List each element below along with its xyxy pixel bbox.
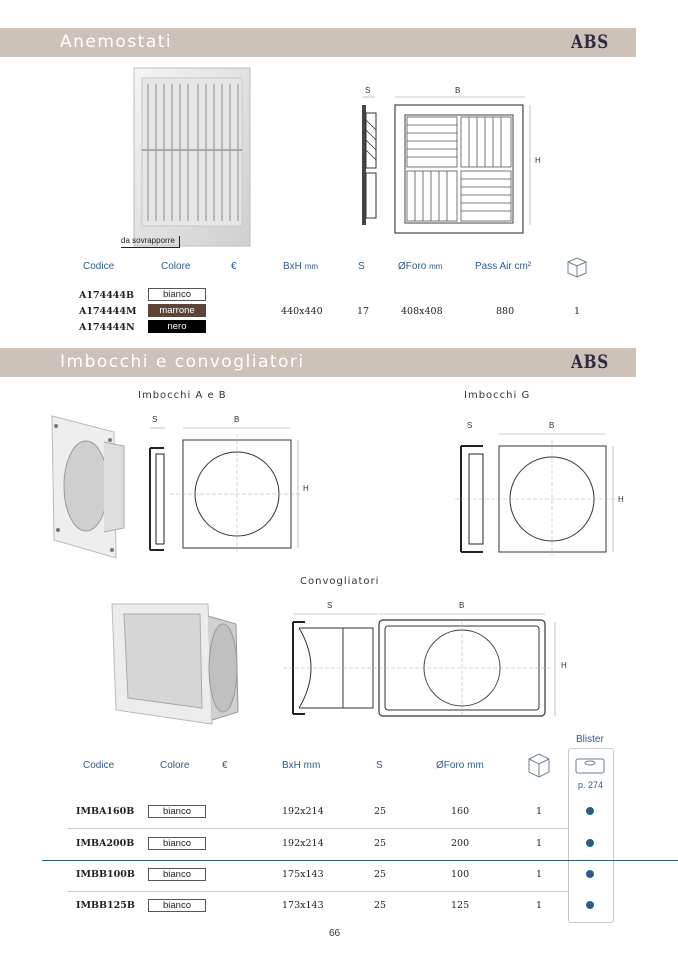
grille-technical-drawing [345, 85, 545, 235]
header-foro: ØForo mm [436, 760, 484, 771]
value-qty: 1 [536, 900, 543, 911]
blister-dot [586, 839, 594, 847]
header-euro: € [231, 261, 237, 272]
product-code: A174444B [79, 290, 135, 301]
header-bxh-unit: mm [304, 262, 319, 271]
value-bxh: 173x143 [282, 900, 324, 911]
grille-photo [118, 66, 253, 251]
color-swatch-marrone: marrone [148, 304, 206, 317]
header-s: S [358, 261, 365, 272]
header-euro: € [222, 760, 228, 771]
row-divider [68, 828, 568, 829]
brand-logo: ABS [571, 31, 610, 53]
header-foro-label: ØForo [398, 261, 427, 272]
drawing-label-b: B [459, 601, 465, 610]
blister-dot [586, 870, 594, 878]
header-bxh-label: BxH [283, 261, 302, 272]
section-title: Imbocchi e convogliatori [60, 352, 305, 372]
header-blister: Blister [576, 734, 604, 745]
value-s: 25 [374, 900, 387, 911]
drawing-label-b: B [234, 415, 240, 424]
value-bxh: 192x214 [282, 838, 324, 849]
product-code: A174444N [79, 322, 135, 333]
section-band-anemostati [0, 28, 636, 57]
blister-dot [586, 901, 594, 909]
value-s: 17 [357, 306, 370, 317]
product-code: IMBA200B [76, 838, 135, 849]
value-s: 25 [374, 869, 387, 880]
subtitle-imbocchi-g: Imbocchi G [464, 390, 531, 401]
header-codice: Codice [83, 760, 115, 771]
color-swatch-bianco: bianco [148, 868, 206, 881]
row-divider [68, 891, 568, 892]
color-swatch-bianco: bianco [148, 837, 206, 850]
value-foro: 200 [451, 838, 470, 849]
drawing-label-h: H [618, 495, 624, 504]
product-code: IMBA160B [76, 806, 135, 817]
subtitle-imbocchi-ab: Imbocchi A e B [138, 390, 227, 401]
drawing-label-s: S [467, 421, 473, 430]
header-colore: Colore [160, 760, 190, 771]
imbocco-g-drawing [455, 414, 635, 554]
color-swatch-bianco: bianco [148, 899, 206, 912]
header-bxh: BxH mm [282, 760, 321, 771]
imbocco-photo [44, 412, 129, 562]
page-number: 66 [329, 928, 341, 939]
color-swatch-nero: nero [148, 320, 206, 333]
drawing-label-b: B [549, 421, 555, 430]
value-pass-air: 880 [496, 306, 515, 317]
value-s: 25 [374, 806, 387, 817]
convogliatore-drawing [283, 600, 573, 725]
subtitle-convogliatori: Convogliatori [300, 576, 380, 587]
header-s: S [376, 760, 383, 771]
blister-hanger-icon [574, 755, 606, 775]
header-pass-air: Pass Air cm² [475, 261, 532, 272]
value-bxh: 192x214 [282, 806, 324, 817]
value-s: 25 [374, 838, 387, 849]
header-colore: Colore [161, 261, 191, 272]
header-foro [398, 261, 442, 272]
drawing-label-h: H [561, 661, 567, 670]
drawing-label-h: H [535, 156, 541, 165]
drawing-label-b: B [455, 86, 461, 95]
value-qty: 1 [536, 869, 543, 880]
value-foro: 100 [451, 869, 470, 880]
brand-logo: ABS [571, 351, 610, 373]
box-icon [565, 256, 589, 278]
convogliatore-photo [108, 600, 243, 730]
value-foro: 160 [451, 806, 470, 817]
header-foro-unit: mm [429, 262, 443, 271]
color-swatch-bianco: bianco [148, 805, 206, 818]
box-icon [526, 752, 552, 778]
value-foro: 408x408 [401, 306, 443, 317]
header-bxh [283, 261, 318, 272]
imbocco-ab-drawing [140, 414, 320, 554]
product-code: IMBB125B [76, 900, 135, 911]
color-swatch-bianco: bianco [148, 288, 206, 301]
header-codice: Codice [83, 261, 115, 272]
drawing-label-s: S [365, 86, 371, 95]
section-title: Anemostati [60, 32, 173, 52]
value-qty: 1 [536, 838, 543, 849]
drawing-label-h: H [303, 484, 309, 493]
blister-dot [586, 807, 594, 815]
product-code: A174444M [79, 306, 137, 317]
value-bxh: 440x440 [281, 306, 323, 317]
value-bxh: 175x143 [282, 869, 324, 880]
value-qty: 1 [536, 806, 543, 817]
photo-caption: da sovrapporre [121, 236, 180, 248]
section-band-imbocchi [0, 348, 636, 377]
blister-page-ref: p. 274 [578, 780, 604, 790]
value-qty: 1 [574, 306, 581, 317]
value-foro: 125 [451, 900, 470, 911]
drawing-label-s: S [152, 415, 158, 424]
row-divider [42, 860, 678, 861]
product-code: IMBB100B [76, 869, 135, 880]
drawing-label-s: S [327, 601, 333, 610]
